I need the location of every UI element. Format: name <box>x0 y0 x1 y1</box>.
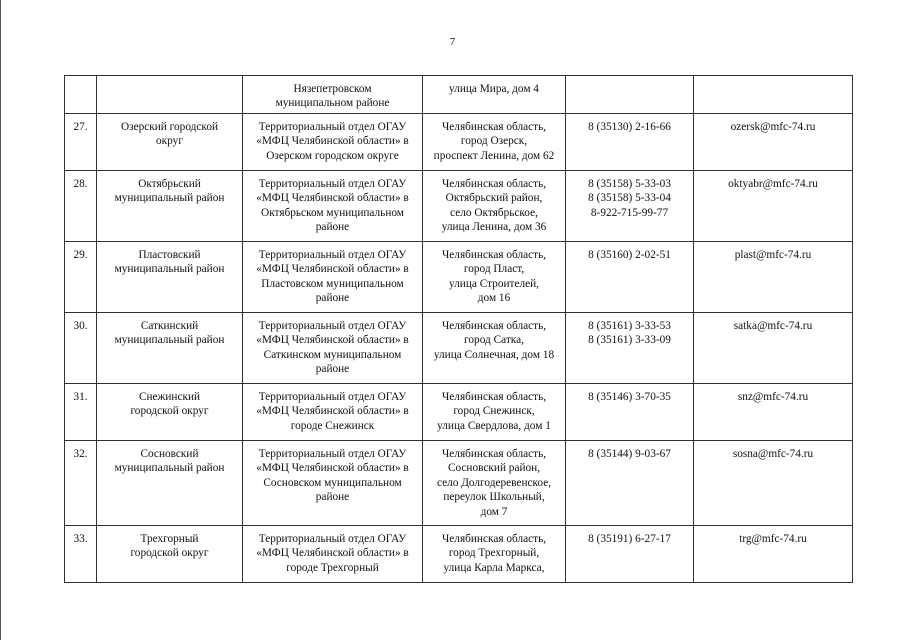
email-cell[interactable]: plast@mfc-74.ru <box>694 242 853 313</box>
address-line: улица Ленина, дом 36 <box>441 221 547 234</box>
address-line: село Долгодеревенское, <box>436 476 552 489</box>
address-cell <box>423 526 566 583</box>
phone-cell <box>566 384 694 441</box>
address-line: Челябинская область, <box>441 320 547 332</box>
mfc-offices-table <box>64 75 853 583</box>
address-line: улица Строителей, <box>449 277 539 290</box>
municipality-line: Сосновский <box>140 448 199 460</box>
municipality-line: округ <box>156 135 183 148</box>
municipality-line: Пластовский <box>138 249 201 261</box>
address-cell <box>423 242 566 313</box>
office-name-line: Территориальный отдел ОГАУ <box>258 249 407 261</box>
phone-cell <box>566 242 694 313</box>
phone-line: 8-922-715-99-77 <box>590 206 669 219</box>
row-number-cell <box>65 76 97 114</box>
office-name-line: «МФЦ Челябинской области» в <box>256 405 409 418</box>
email-cell[interactable]: oktyabr@mfc-74.ru <box>694 171 853 242</box>
row-number-cell: 31. <box>65 384 97 441</box>
municipality-line: Озерский городской <box>120 121 219 133</box>
address-line: дом 7 <box>480 505 508 518</box>
phone-line: 8 (35191) 6-27-17 <box>588 533 671 545</box>
phone-cell <box>566 313 694 384</box>
office-name-line: «МФЦ Челябинской области» в <box>256 192 409 205</box>
phone-line: 8 (35144) 9-03-67 <box>588 448 671 460</box>
address-line: Челябинская область, <box>441 391 547 403</box>
municipality-cell <box>97 76 243 114</box>
address-line: улица Карла Маркса, <box>443 561 545 574</box>
phone-line: 8 (35158) 5-33-04 <box>588 192 671 205</box>
email-cell[interactable]: sosna@mfc-74.ru <box>694 441 853 526</box>
municipality-cell <box>97 441 243 526</box>
municipality-line: муниципальный район <box>114 334 225 347</box>
phone-cell <box>566 171 694 242</box>
office-name-line: Территориальный отдел ОГАУ <box>258 391 407 403</box>
email-cell[interactable]: snz@mfc-74.ru <box>694 384 853 441</box>
municipality-cell <box>97 313 243 384</box>
page-number: 7 <box>449 36 456 48</box>
table-body <box>65 76 853 583</box>
phone-cell <box>566 441 694 526</box>
municipality-line: Трехгорный <box>140 533 199 545</box>
table-row <box>65 242 853 313</box>
office-name-line: районе <box>315 221 350 234</box>
address-line: село Октябрьское, <box>450 206 538 219</box>
municipality-line: муниципальный район <box>114 462 225 475</box>
office-name-line: Территориальный отдел ОГАУ <box>258 320 407 332</box>
phone-line: 8 (35161) 3-33-09 <box>588 334 671 347</box>
phone-cell <box>566 76 694 114</box>
address-cell <box>423 384 566 441</box>
phone-line: 8 (35146) 3-70-35 <box>588 391 671 403</box>
office-name-cell <box>243 171 423 242</box>
address-line: город Озерск, <box>460 135 528 148</box>
address-cell <box>423 313 566 384</box>
address-line: Сосновский район, <box>447 462 541 475</box>
office-name-cell <box>243 441 423 526</box>
office-name-line: «МФЦ Челябинской области» в <box>256 547 409 560</box>
table-row <box>65 441 853 526</box>
address-line: Челябинская область, <box>441 178 547 190</box>
table-row <box>65 526 853 583</box>
office-name-cell <box>243 384 423 441</box>
row-number-cell: 30. <box>65 313 97 384</box>
address-line: улица Свердлова, дом 1 <box>437 419 551 432</box>
row-number-cell: 33. <box>65 526 97 583</box>
office-name-line: районе <box>315 491 350 504</box>
table-row <box>65 313 853 384</box>
office-name-line: Сосновском муниципальном <box>263 476 402 489</box>
email-cell[interactable]: ozersk@mfc-74.ru <box>694 114 853 171</box>
scan-edge-line <box>0 0 1 640</box>
address-line: Челябинская область, <box>441 448 547 460</box>
address-line: город Снежинск, <box>453 405 535 418</box>
office-name-line: Саткинском муниципальном <box>263 348 402 361</box>
municipality-cell <box>97 242 243 313</box>
office-name-cell <box>243 242 423 313</box>
address-line: улица Солнечная, дом 18 <box>433 348 555 361</box>
office-name-cell <box>243 114 423 171</box>
office-name-line: Территориальный отдел ОГАУ <box>258 121 407 133</box>
phone-line: 8 (35158) 5-33-03 <box>588 178 671 190</box>
address-cell <box>423 441 566 526</box>
address-line: улица Мира, дом 4 <box>449 83 539 95</box>
table-row <box>65 114 853 171</box>
municipality-line: Саткинский <box>140 320 199 332</box>
address-line: Челябинская область, <box>441 533 547 545</box>
address-line: проспект Ленина, дом 62 <box>433 149 555 162</box>
row-number-cell: 32. <box>65 441 97 526</box>
address-line: Челябинская область, <box>441 249 547 261</box>
office-name-line: «МФЦ Челябинской области» в <box>256 135 409 148</box>
office-name-line: городе Трехгорный <box>286 561 379 574</box>
address-line: город Пласт, <box>463 263 525 276</box>
municipality-line: муниципальный район <box>114 192 225 205</box>
row-number-cell: 27. <box>65 114 97 171</box>
address-line: переулок Школьный, <box>443 491 545 504</box>
municipality-cell <box>97 114 243 171</box>
municipality-line: Снежинский <box>138 391 201 403</box>
address-line: Челябинская область, <box>441 121 547 133</box>
office-name-line: Территориальный отдел ОГАУ <box>258 448 407 460</box>
phone-line: 8 (35161) 3-33-53 <box>588 320 671 332</box>
phone-line: 8 (35130) 2-16-66 <box>588 121 671 133</box>
email-cell[interactable] <box>694 76 853 114</box>
municipality-cell <box>97 384 243 441</box>
row-number-cell: 28. <box>65 171 97 242</box>
row-number-cell: 29. <box>65 242 97 313</box>
office-name-line: Территориальный отдел ОГАУ <box>258 178 407 190</box>
office-name-line: «МФЦ Челябинской области» в <box>256 263 409 276</box>
phone-cell <box>566 526 694 583</box>
office-name-cell <box>243 526 423 583</box>
office-name-line: Озерском городском округе <box>266 149 399 162</box>
office-name-line: Нязепетровском <box>293 83 372 95</box>
office-name-line: «МФЦ Челябинской области» в <box>256 334 409 347</box>
email-cell[interactable]: satka@mfc-74.ru <box>694 313 853 384</box>
municipality-line: муниципальный район <box>114 263 225 276</box>
address-line: город Трехгорный, <box>448 547 540 560</box>
municipality-line: городской округ <box>130 547 209 560</box>
municipality-cell <box>97 171 243 242</box>
office-name-cell <box>243 76 423 114</box>
phone-cell <box>566 114 694 171</box>
office-name-line: районе <box>315 292 350 305</box>
office-name-line: Территориальный отдел ОГАУ <box>258 533 407 545</box>
office-name-line: муниципальном районе <box>275 97 390 110</box>
municipality-line: Октябрьский <box>138 178 201 190</box>
office-name-line: «МФЦ Челябинской области» в <box>256 462 409 475</box>
phone-line: 8 (35160) 2-02-51 <box>588 249 671 261</box>
address-cell <box>423 171 566 242</box>
municipality-line: городской округ <box>130 405 209 418</box>
office-name-line: Октябрьском муниципальном <box>261 206 404 219</box>
office-name-line: Пластовском муниципальном <box>261 277 404 290</box>
address-cell <box>423 114 566 171</box>
office-name-cell <box>243 313 423 384</box>
address-cell <box>423 76 566 114</box>
address-line: город Сатка, <box>464 334 524 347</box>
email-cell[interactable]: trg@mfc-74.ru <box>694 526 853 583</box>
office-name-line: районе <box>315 363 350 376</box>
table-row <box>65 76 853 114</box>
municipality-cell <box>97 526 243 583</box>
office-name-line: городе Снежинск <box>290 419 375 432</box>
table-row <box>65 384 853 441</box>
address-line: дом 16 <box>477 292 511 305</box>
table-row <box>65 171 853 242</box>
address-line: Октябрьский район, <box>445 192 543 205</box>
